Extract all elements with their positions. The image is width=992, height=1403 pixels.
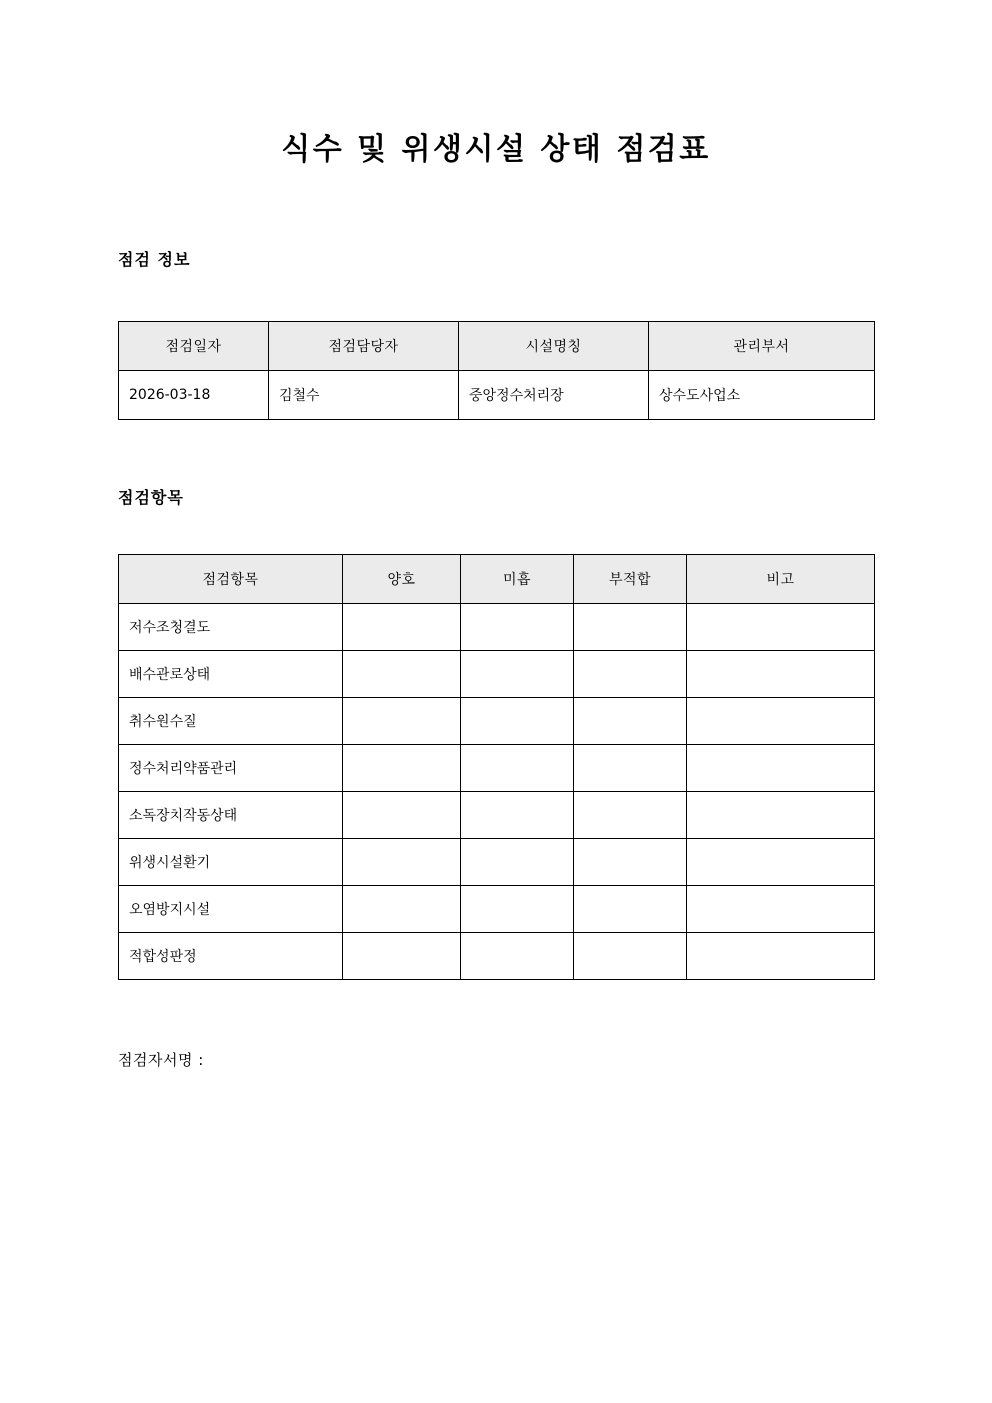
cell-fail-checkbox[interactable] [574, 839, 687, 886]
cell-good-checkbox[interactable] [343, 886, 461, 933]
cell-managing-department[interactable]: 상수도사업소 [649, 371, 875, 420]
cell-item-name: 배수관로상태 [119, 651, 343, 698]
cell-remark[interactable] [687, 698, 875, 745]
column-header-facility-name: 시설명칭 [459, 322, 649, 371]
cell-remark[interactable] [687, 745, 875, 792]
cell-item-name: 위생시설환기 [119, 839, 343, 886]
cell-poor-checkbox[interactable] [461, 698, 574, 745]
cell-item-name: 취수원수질 [119, 698, 343, 745]
cell-fail-checkbox[interactable] [574, 792, 687, 839]
cell-facility-name[interactable]: 중앙정수처리장 [459, 371, 649, 420]
cell-item-name: 저수조청결도 [119, 604, 343, 651]
column-header-poor: 미흡 [461, 555, 574, 604]
cell-item-name: 소독장치작동상태 [119, 792, 343, 839]
cell-poor-checkbox[interactable] [461, 839, 574, 886]
table-header-row [119, 322, 875, 371]
table-row [119, 371, 875, 420]
column-header-item: 점검항목 [119, 555, 343, 604]
cell-remark[interactable] [687, 933, 875, 980]
table-header-row [119, 555, 875, 604]
cell-remark[interactable] [687, 651, 875, 698]
cell-inspector[interactable]: 김철수 [269, 371, 459, 420]
cell-good-checkbox[interactable] [343, 604, 461, 651]
table-row [119, 745, 875, 792]
cell-good-checkbox[interactable] [343, 933, 461, 980]
cell-item-name: 오염방지시설 [119, 886, 343, 933]
cell-fail-checkbox[interactable] [574, 933, 687, 980]
cell-remark[interactable] [687, 604, 875, 651]
column-header-remark: 비고 [687, 555, 875, 604]
page-title: 식수 및 위생시설 상태 점검표 [281, 132, 711, 167]
table-row [119, 792, 875, 839]
cell-fail-checkbox[interactable] [574, 698, 687, 745]
cell-fail-checkbox[interactable] [574, 651, 687, 698]
inspector-signature-label: 점검자서명 : [118, 1051, 204, 1069]
section-heading-inspection-items: 점검항목 [118, 488, 184, 507]
cell-poor-checkbox[interactable] [461, 651, 574, 698]
cell-remark[interactable] [687, 839, 875, 886]
cell-good-checkbox[interactable] [343, 792, 461, 839]
cell-remark[interactable] [687, 792, 875, 839]
inspection-info-table [118, 321, 875, 420]
cell-item-name: 적합성판정 [119, 933, 343, 980]
cell-poor-checkbox[interactable] [461, 604, 574, 651]
cell-good-checkbox[interactable] [343, 745, 461, 792]
table-row [119, 698, 875, 745]
cell-good-checkbox[interactable] [343, 698, 461, 745]
cell-poor-checkbox[interactable] [461, 792, 574, 839]
column-header-inspection-date: 점검일자 [119, 322, 269, 371]
table-row [119, 933, 875, 980]
table-row [119, 839, 875, 886]
section-heading-inspection-info: 점검 정보 [118, 250, 191, 269]
column-header-inspector: 점검담당자 [269, 322, 459, 371]
cell-good-checkbox[interactable] [343, 651, 461, 698]
table-row [119, 604, 875, 651]
cell-item-name: 정수처리약품관리 [119, 745, 343, 792]
cell-remark[interactable] [687, 886, 875, 933]
cell-poor-checkbox[interactable] [461, 933, 574, 980]
cell-fail-checkbox[interactable] [574, 745, 687, 792]
cell-inspection-date[interactable]: 2026-03-18 [119, 371, 269, 420]
cell-fail-checkbox[interactable] [574, 886, 687, 933]
cell-poor-checkbox[interactable] [461, 886, 574, 933]
cell-good-checkbox[interactable] [343, 839, 461, 886]
table-row [119, 886, 875, 933]
column-header-managing-department: 관리부서 [649, 322, 875, 371]
column-header-good: 양호 [343, 555, 461, 604]
cell-fail-checkbox[interactable] [574, 604, 687, 651]
table-row [119, 651, 875, 698]
column-header-fail: 부적합 [574, 555, 687, 604]
inspection-items-table [118, 554, 875, 980]
cell-poor-checkbox[interactable] [461, 745, 574, 792]
inspection-items-body [119, 604, 875, 980]
